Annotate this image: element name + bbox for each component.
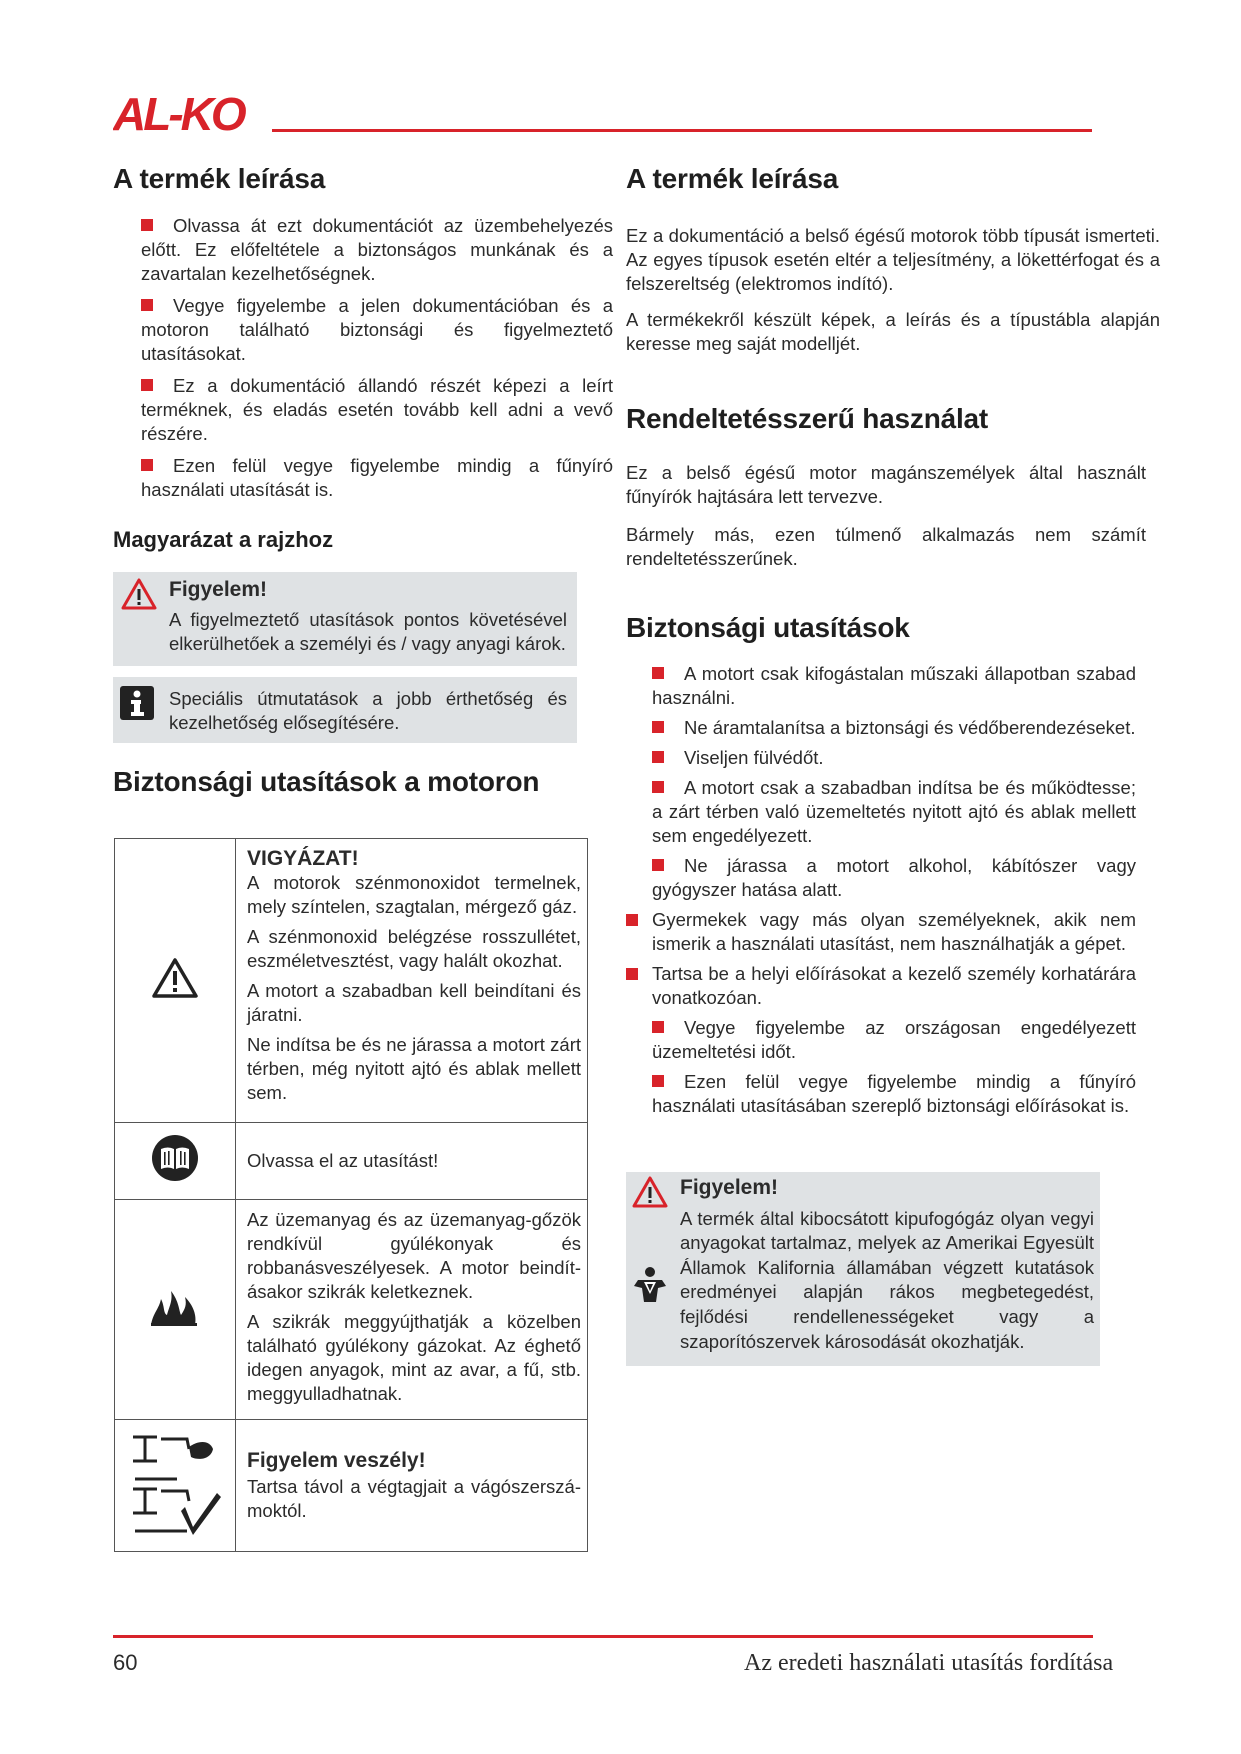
bullet-square-icon <box>652 781 664 793</box>
list-item: Ezen felül vegye figyelembe mindig a fűnyíró használati utasításában szereplő biztonsági előírásokat is. <box>652 1071 1136 1116</box>
bullet-square-icon <box>652 1075 664 1087</box>
bullet-square-icon <box>141 219 153 231</box>
info-box-text: Speciális útmutatások a jobb érthetőség és kezelhetőség elősegítésére. <box>169 688 567 733</box>
bullet-square-icon <box>141 379 153 391</box>
legend-title: Magyarázat a rajzhoz <box>113 527 334 552</box>
list-item: A motort csak kifogástalan műszaki állapotban szabad használni. <box>652 663 1136 708</box>
warning-triangle-icon <box>151 957 199 999</box>
right-section-title: A termék leírása <box>626 163 839 194</box>
bullet-square-icon <box>626 968 638 980</box>
product-description <box>626 224 1160 356</box>
table-row <box>115 1200 588 1420</box>
bullet-square-icon <box>141 459 153 471</box>
safety-title: Biztonsági utasítások <box>626 612 910 643</box>
danger-title: Figyelem veszély! <box>247 1448 426 1472</box>
list-item: Ezen felül vegye figyelembe mindig a fűnyíró használati utasítását is. <box>141 455 613 500</box>
health-hazard-icon <box>630 1264 670 1304</box>
paragraph: A termékekről készült képek, a leírás és a típustábla alapján keresse meg saját modelljét. <box>626 309 1160 354</box>
table-text-cell <box>236 1420 588 1552</box>
table-paragraph: A szikrák meggyújthatják a közelben található gyúlékony gázokat. Az éghető idegen anyagok, mint az avar, a fű, stb. meggyulladhatnak. <box>247 1311 581 1404</box>
exhaust-warning-box <box>626 1172 1100 1366</box>
list-item: Vegye figyelembe az országosan engedélyezett üzemeltetési időt. <box>652 1017 1136 1062</box>
table-paragraph: A szénmonoxid belégzése rosszullétet, eszméletvesztést, vagy halált okozhat. <box>247 926 581 971</box>
table-row <box>115 1123 588 1200</box>
warning-box-text: A figyelmeztető utasítások pontos követésével elkerülhetőek a személyi és / vagy anyagi károk. <box>169 609 567 654</box>
left-section-title: A termék leírása <box>113 163 326 194</box>
warning-triangle-icon <box>632 1176 668 1208</box>
motor-safety-table <box>114 838 588 1552</box>
list-item: Gyermekek vagy más olyan személyeknek, akik nem ismerik a használati utasítást, nem használhatják a gépet. <box>626 908 1136 956</box>
list-item: Ez a dokumentáció állandó részét képezi a leírt terméknek, és eladás esetén tovább kell adni a vevő részére. <box>141 375 613 444</box>
warning-triangle-icon <box>121 578 157 610</box>
table-text-cell <box>236 1200 588 1420</box>
table-icon-cell <box>115 839 236 1123</box>
table-paragraph: A motort a szabadban kell beindítani és járatni. <box>247 980 581 1025</box>
bullet-square-icon <box>652 859 664 871</box>
warning-box-title: Figyelem! <box>169 578 268 601</box>
list-item: Olvassa át ezt dokumentációt az üzembehelyezés előtt. Ez előfeltétele a biztonságos munkának és a zavartalan kezelhetőségnek. <box>141 215 613 284</box>
warning-box-title: Figyelem! <box>680 1176 779 1199</box>
intended-use-title: Rendeltetésszerű használat <box>626 403 989 434</box>
bullet-square-icon <box>652 1021 664 1033</box>
bullet-square-icon <box>652 751 664 763</box>
motor-safety-title: Biztonsági utasítások a motoron <box>113 766 540 797</box>
table-icon-cell <box>115 1420 236 1552</box>
warning-legend-box <box>113 572 577 666</box>
list-item: Tartsa be a helyi előírásokat a kezelő személy korhatárára vonatkozóan. <box>626 962 1136 1010</box>
list-item: A motort csak a szabadban indítsa be és működtesse; a zárt térben való üzemeltetés nyitott ajtó és ablak mellett sem engedélyezett. <box>652 777 1136 846</box>
list-item: Ne áramtalanítsa a biztonsági és védőberendezéseket. <box>652 716 1136 740</box>
footer-text: Az eredeti használati utasítás fordítása <box>744 1650 1114 1676</box>
bullet-square-icon <box>626 914 638 926</box>
bullet-square-icon <box>652 721 664 733</box>
intended-use-text <box>626 461 1146 571</box>
flammable-icon <box>149 1287 201 1327</box>
table-paragraph: Olvassa el az utasítást! <box>247 1150 439 1171</box>
safety-bullet-list <box>652 662 1136 1118</box>
table-text-cell <box>236 1123 588 1200</box>
bullet-square-icon <box>652 667 664 679</box>
svg-text:AL-KO: AL-KO <box>113 90 244 136</box>
table-icon-cell <box>115 1123 236 1200</box>
blade-hand-foot-icon <box>127 1427 223 1539</box>
paragraph: Bármely más, ezen túlmenő alkalmazás nem számít rendeltetésszerűnek. <box>626 524 1146 569</box>
table-text-cell <box>236 839 588 1123</box>
table-paragraph: A motorok szénmonoxidot termelnek, mely színtelen, szagtalan, mérgező gáz. <box>247 872 581 917</box>
caution-title: VIGYÁZAT! <box>247 847 359 870</box>
warning-box-text: A termék által kibocsátott kipufogógáz olyan vegyi anyagokat tartalmaz, melyek az Amerikai Egyesült Államok Kalifornia államában végzett kutatások eredményei alapján rákos megbetegedést, fejlődési rendellenességeket vagy a szaporítószervek károsodását okozhatják. <box>680 1207 1094 1352</box>
info-icon <box>119 685 155 721</box>
table-row <box>115 1420 588 1552</box>
paragraph: Ez a belső égésű motor magánszemélyek által használt fűnyírók hajtására lett tervezve. <box>626 462 1146 507</box>
footer-rule <box>113 1635 1093 1638</box>
paragraph: Ez a dokumentáció a belső égésű motorok több típusát ismerteti. Az egyes típusok esetén eltér a teljesítmény, a lökettérfogat és a felszereltség (elektromos indító). <box>626 225 1160 294</box>
bullet-square-icon <box>141 299 153 311</box>
list-item: Ne járassa a motort alkohol, kábítószer vagy gyógyszer hatása alatt. <box>652 855 1136 900</box>
alko-logo <box>113 90 273 136</box>
list-item: Vegye figyelembe a jelen dokumentációban és a motoron található biztonsági és figyelmeztető utasításokat. <box>141 295 613 364</box>
table-paragraph: Az üzemanyag és az üzemanyag-gőzök rendkívül gyúlékonyak és robbanásveszélyesek. A motor beindít-ásakor szikrák keletkeznek. <box>247 1209 581 1302</box>
table-paragraph: Ne indítsa be és ne járassa a motort zárt térben, még nyitott ajtó és ablak mellett sem. <box>247 1034 581 1103</box>
page-number: 60 <box>113 1650 138 1675</box>
table-row <box>115 839 588 1123</box>
manual-book-icon <box>150 1133 200 1183</box>
table-icon-cell <box>115 1200 236 1420</box>
header-rule <box>272 129 1092 132</box>
left-bullet-list <box>141 214 613 502</box>
list-item: Viseljen fülvédőt. <box>652 746 1136 770</box>
info-legend-box <box>113 677 577 743</box>
table-paragraph: Tartsa távol a végtagjait a vágószerszá-moktól. <box>247 1475 581 1521</box>
